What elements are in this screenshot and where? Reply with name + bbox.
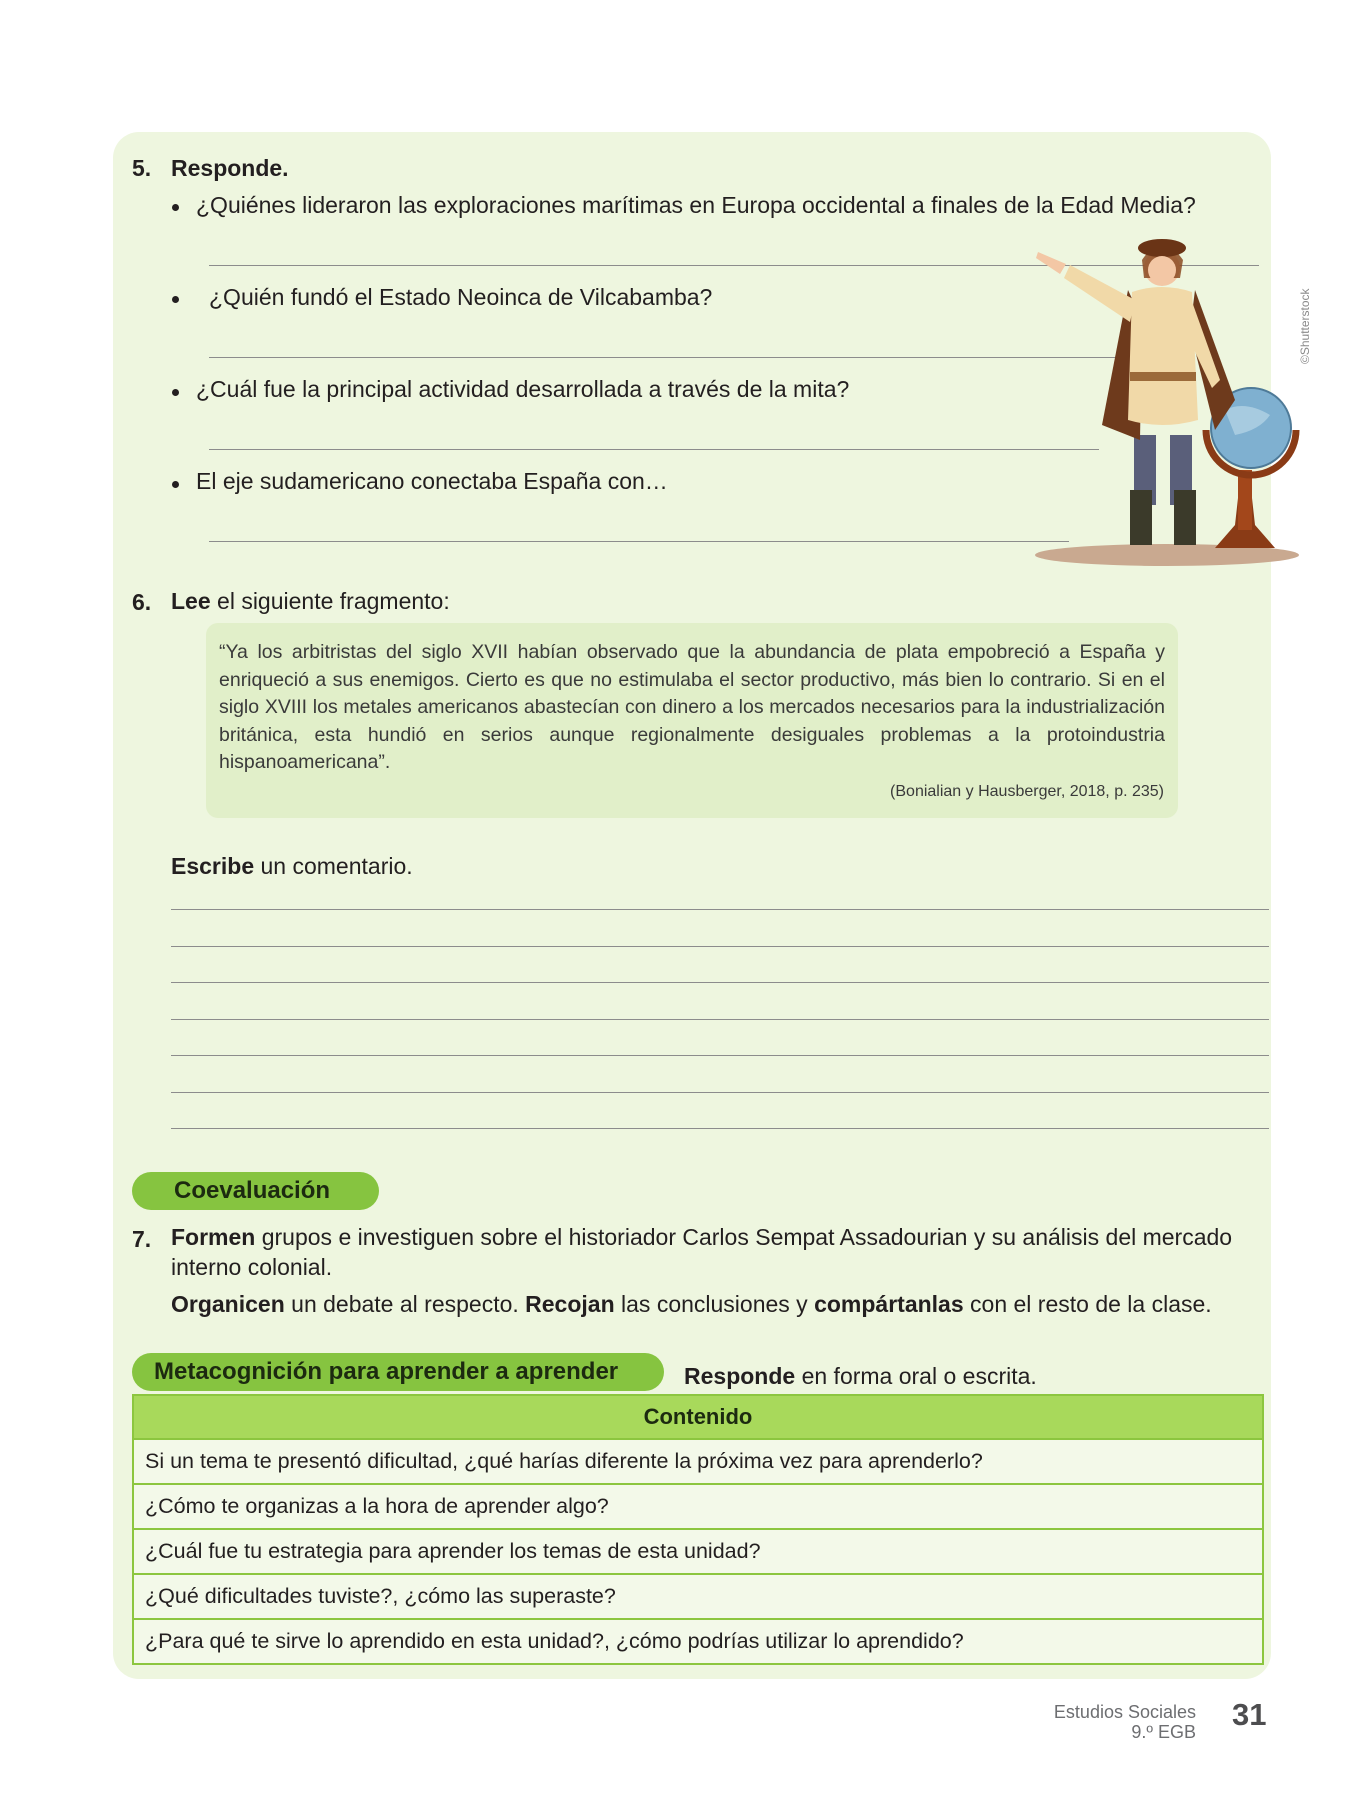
table-header: Contenido (133, 1395, 1263, 1439)
instruction-text: el siguiente fragmento: (210, 588, 450, 614)
footer-subject (1054, 1702, 1196, 1742)
instruction-text: grupos e investiguen sobre el historiador Carlos Sempat Assadourian y su análisis del mercado interno colonial. (171, 1224, 1233, 1280)
question-number: 7. (132, 1226, 152, 1252)
table-row (133, 1529, 1263, 1574)
quote-text: “Ya los arbitristas del siglo XVII habían observado que la abundancia de plata empobreció a España y enriqueció a sus enemigos. Cierto es que no estimulaba el sector productivo, más bien lo contrario. Si en el siglo XVIII los metales americanos abastecían con dinero a los mercados necesarios para la industrialización británica, esta hundió en serios aunque regionalmente desiguales problemas a la protoindustria hispanoamericana”. (219, 641, 1165, 773)
question-prompt (171, 1289, 1271, 1319)
question-item: ¿Quién fundó el Estado Neoinca de Vilcabamba? (209, 284, 713, 310)
page-number: 31 (1232, 1697, 1267, 1732)
explorer-illustration (1030, 230, 1305, 570)
comment-line[interactable] (171, 1092, 1269, 1093)
table-row (133, 1574, 1263, 1619)
question-prompt (171, 586, 450, 616)
subject-name: Estudios Sociales (1053, 1702, 1196, 1722)
metacognicion-badge: Metacognición para aprender a aprender (132, 1353, 664, 1391)
instruction-text: en forma oral o escrita. (795, 1363, 1037, 1389)
bullet-dot (172, 296, 179, 303)
question-item: El eje sudamericano conectaba España con… (196, 468, 668, 494)
table-cell: Si un tema te presentó dificultad, ¿qué harías diferente la próxima vez para aprenderlo? (133, 1439, 1263, 1484)
comment-line[interactable] (171, 982, 1269, 983)
comment-line[interactable] (171, 1128, 1269, 1129)
question-number: 6. (132, 589, 152, 615)
instruction-verb: Formen (171, 1224, 256, 1250)
instruction-verb: Organicen (171, 1291, 285, 1317)
quote-box (206, 623, 1178, 818)
instruction-text: con el resto de la clase. (963, 1291, 1212, 1317)
instruction-verb: Escribe (171, 853, 255, 879)
coevaluacion-badge: Coevaluación (132, 1172, 379, 1210)
answer-line[interactable] (209, 449, 1099, 450)
question-item: ¿Cuál fue la principal actividad desarrollada a través de la mita? (196, 376, 850, 402)
question-prompt (171, 1222, 1271, 1282)
bullet-dot (172, 481, 179, 488)
instruction-verb: Recojan (525, 1291, 615, 1317)
table-cell: ¿Para qué te sirve lo aprendido en esta unidad?, ¿cómo podrías utilizar lo aprendido? (133, 1619, 1263, 1664)
write-prompt (171, 851, 413, 881)
grade-label: 9.º EGB (1131, 1722, 1196, 1742)
table-row (133, 1439, 1263, 1484)
table-row (133, 1619, 1263, 1664)
comment-line[interactable] (171, 946, 1269, 947)
reflection-table (132, 1394, 1264, 1665)
image-credit: ©Shutterstock (1298, 288, 1312, 364)
table-row (133, 1484, 1263, 1529)
instruction-text: un comentario. (254, 853, 413, 879)
answer-line[interactable] (209, 541, 1069, 542)
table-cell: ¿Cuál fue tu estrategia para aprender los temas de esta unidad? (133, 1529, 1263, 1574)
instruction-verb: compártanlas (814, 1291, 964, 1317)
bullet-dot (172, 204, 179, 211)
answer-line[interactable] (209, 357, 1129, 358)
table-cell: ¿Qué dificultades tuviste?, ¿cómo las superaste? (133, 1574, 1263, 1619)
quote-citation: (Bonialian y Hausberger, 2018, p. 235) (890, 783, 1164, 800)
instruction-verb: Responde (684, 1363, 796, 1389)
metacognicion-instruction (684, 1361, 1037, 1391)
bullet-dot (172, 389, 179, 396)
question-title: Responde. (171, 155, 289, 181)
comment-line[interactable] (171, 1019, 1269, 1020)
question-number: 5. (132, 155, 152, 181)
comment-line[interactable] (171, 1055, 1269, 1056)
instruction-verb: Lee (171, 588, 211, 614)
instruction-text: las conclusiones y (614, 1291, 815, 1317)
question-item: ¿Quiénes lideraron las exploraciones marítimas en Europa occidental a finales de la Edad Media? (196, 192, 1196, 218)
table-cell: ¿Cómo te organizas a la hora de aprender algo? (133, 1484, 1263, 1529)
comment-line[interactable] (171, 909, 1269, 910)
instruction-text: un debate al respecto. (284, 1291, 526, 1317)
